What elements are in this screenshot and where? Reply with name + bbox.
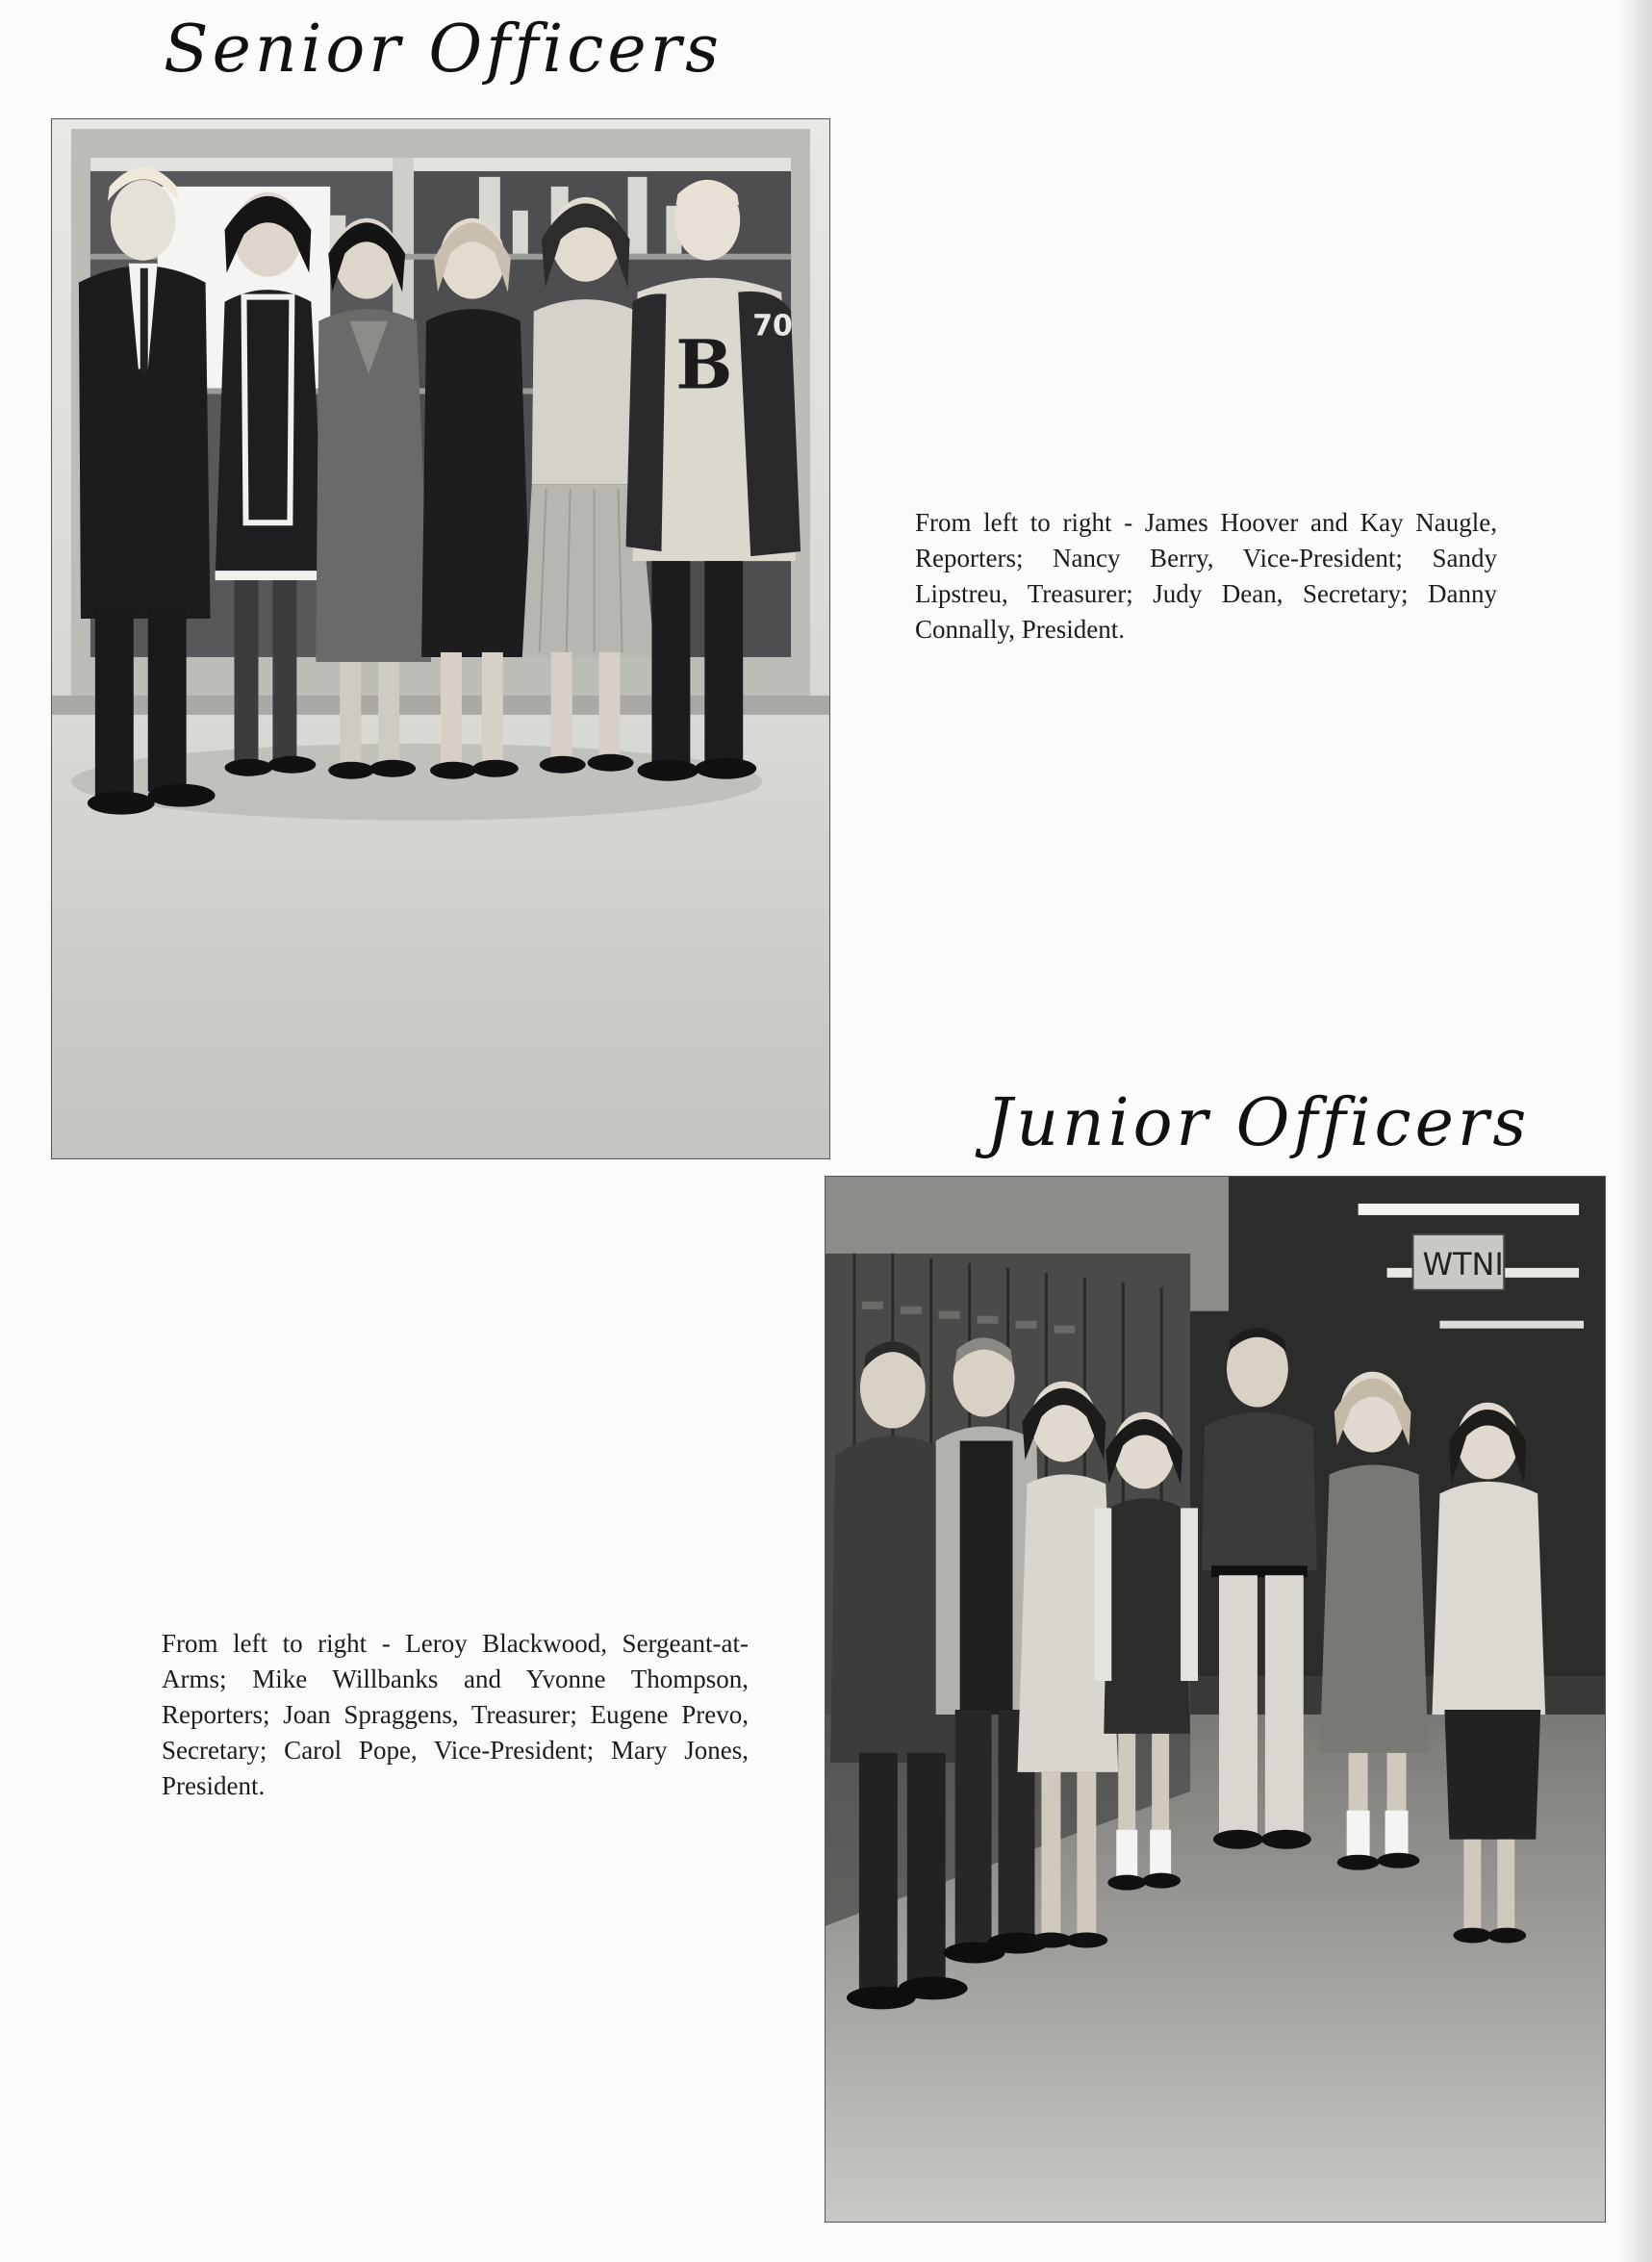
senior-officers-photo [51,118,830,1159]
jacket-number: 70 [752,309,793,343]
senior-officers-heading: Senior Officers [164,12,723,88]
page-edge-shadow [1617,0,1652,2262]
jacket-letter: B [675,325,733,405]
senior-photo-illustration [52,119,829,1158]
junior-photo-illustration [826,1177,1605,2222]
senior-officers-caption: From left to right - James Hoover and Kay Naugle, Reporters; Nancy Berry, Vice-President; Sandy Lipstreu, Treasurer; Judy Dean, Secretary; Danny Connally, President. [915,508,1497,644]
junior-officers-heading: Junior Officers [986,1085,1531,1161]
hallway-sign-text: WTNI [1422,1245,1504,1283]
junior-officers-caption: From left to right - Leroy Blackwood, Sergeant-at-Arms; Mike Willbanks and Yvonne Thompson, Reporters; Joan Spraggens, Treasurer; Eugene Prevo, Secretary; Carol Pope, Vice-President; Mary Jones, President. [162,1629,749,1800]
junior-officers-photo [825,1176,1606,2223]
